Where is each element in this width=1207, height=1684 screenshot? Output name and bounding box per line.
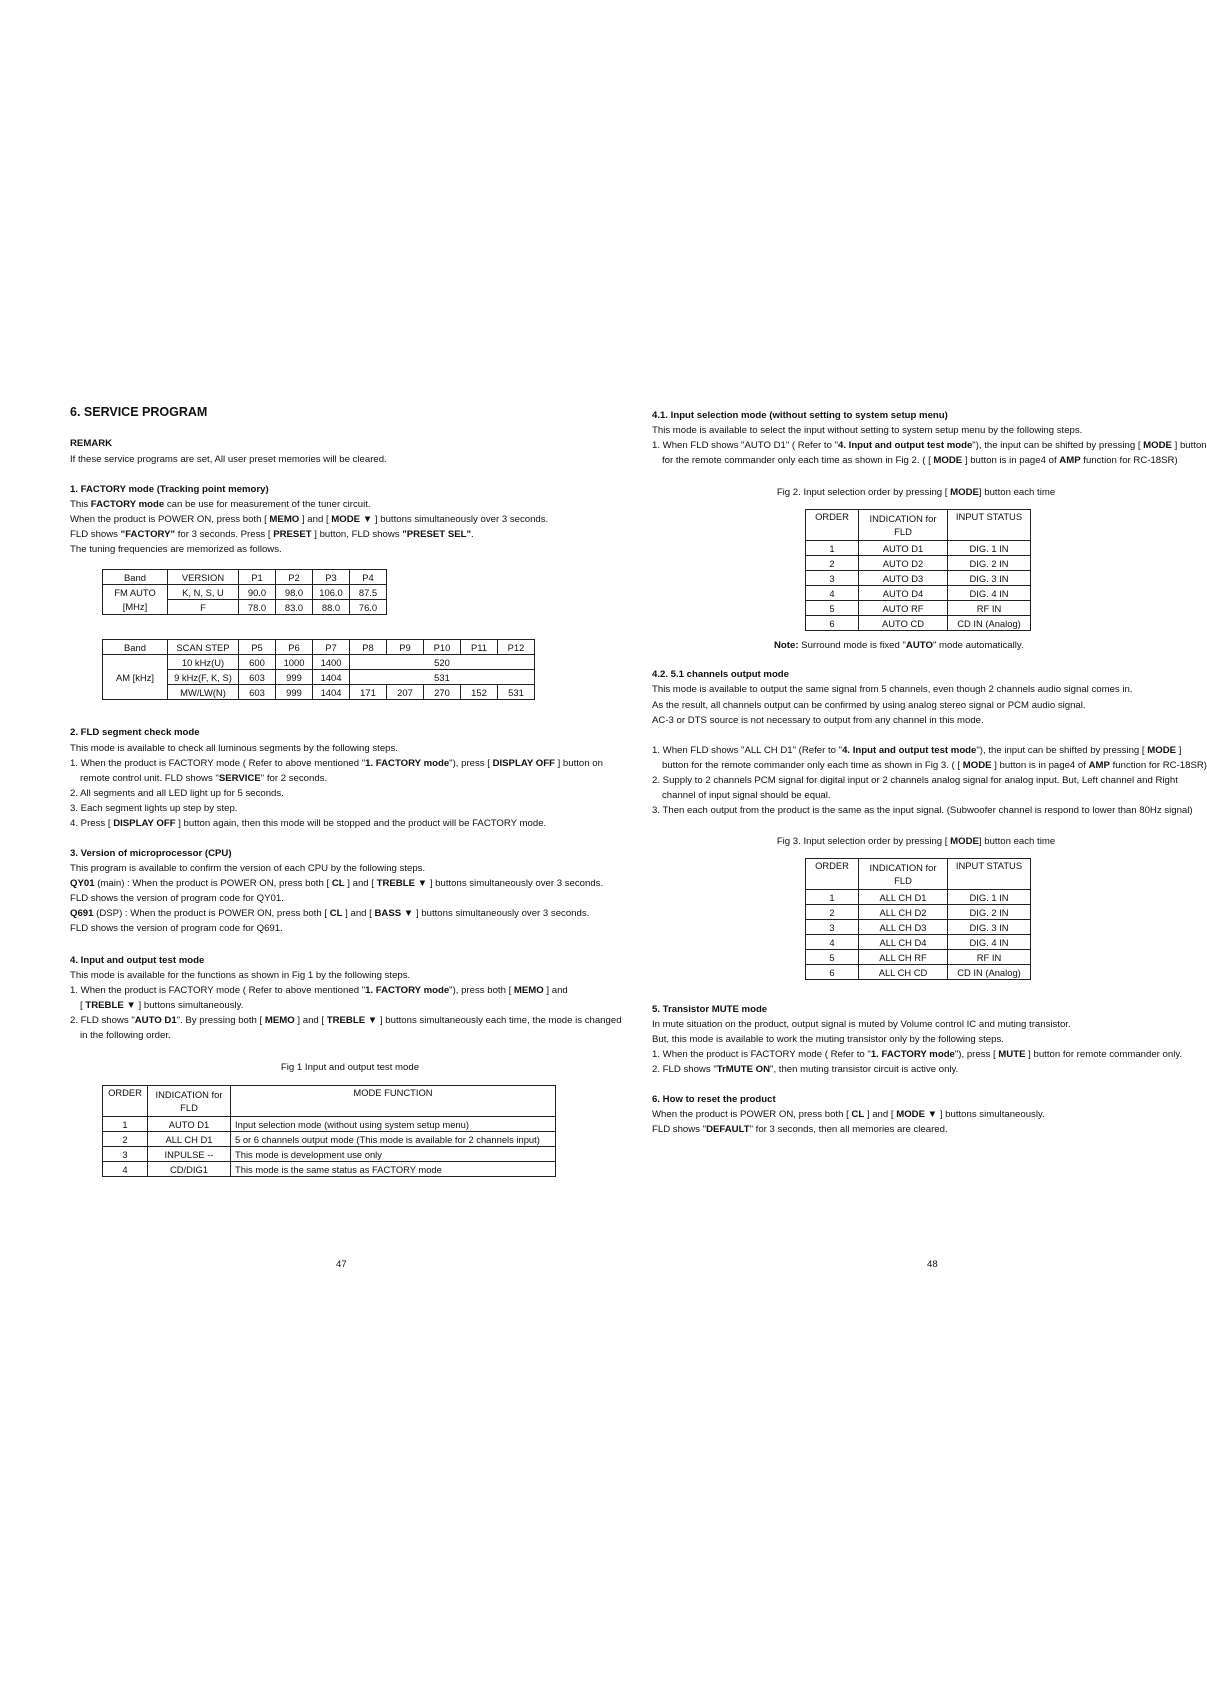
table-cell: DIG. 2 IN: [948, 556, 1031, 571]
table-cell: 520: [350, 655, 535, 670]
fig1-caption: Fig 1 Input and output test mode: [280, 1062, 420, 1073]
s41-line-2: 1. When FLD shows "AUTO D1" ( Refer to "4. Input and output test mode"), the input can be shifted by pressing [ MODE ] button: [652, 440, 1207, 451]
table-cell: 3: [806, 920, 859, 935]
table-cell: DIG. 3 IN: [948, 920, 1031, 935]
table-cell: 603: [239, 670, 276, 685]
table-header: P4: [350, 570, 387, 585]
table-cell: 1404: [313, 670, 350, 685]
s41-line-1: This mode is available to select the input without setting to system setup menu by the following steps.: [652, 425, 1083, 436]
table-row: [806, 601, 1031, 616]
table-cell: 5 or 6 channels output mode (This mode is available for 2 channels input): [231, 1132, 556, 1147]
table-row: [806, 935, 1031, 950]
section-title: 6. SERVICE PROGRAM: [70, 405, 208, 419]
table-cell: 2: [806, 905, 859, 920]
s42-line-6: 2. Supply to 2 channels PCM signal for digital input or 2 channels analog signal for analog input. But, Left channel and Right: [652, 775, 1178, 786]
table-header: P6: [276, 640, 313, 655]
s42-line-2: As the result, all channels output can be confirmed by using analog stereo signal or PCM audio signal.: [652, 700, 1086, 711]
page-number: 47: [336, 1259, 347, 1270]
table-cell: 1000: [276, 655, 313, 670]
table-cell: 603: [239, 685, 276, 700]
factory-line-3: FLD shows "FACTORY" for 3 seconds. Press [ PRESET ] button, FLD shows "PRESET SEL".: [70, 529, 474, 540]
cpu-line-5: FLD shows the version of program code for Q691.: [70, 923, 283, 934]
table-row: [806, 556, 1031, 571]
table-header: P12: [498, 640, 535, 655]
table-header: ORDER: [806, 510, 859, 541]
table-cell: DIG. 4 IN: [948, 586, 1031, 601]
table-cell: 83.0: [276, 600, 313, 615]
table-header: P7: [313, 640, 350, 655]
table-row: [806, 950, 1031, 965]
factory-line-2: When the product is POWER ON, press both [ MEMO ] and [ MODE ▼ ] buttons simultaneously over 3 seconds.: [70, 514, 549, 525]
table-cell: 999: [276, 685, 313, 700]
table-cell: DIG. 4 IN: [948, 935, 1031, 950]
table-cell: 98.0: [276, 585, 313, 600]
s6-line-2: FLD shows "DEFAULT" for 3 seconds, then all memories are cleared.: [652, 1124, 948, 1135]
table-row: [103, 1117, 556, 1132]
fig3-caption: Fig 3. Input selection order by pressing [ MODE] button each time: [776, 836, 1056, 847]
table-header: P3: [313, 570, 350, 585]
cpu-line-1: This program is available to confirm the version of each CPU by the following steps.: [70, 863, 426, 874]
table-cell: ALL CH D2: [859, 905, 948, 920]
table-cell: 78.0: [239, 600, 276, 615]
cpu-line-3: FLD shows the version of program code for QY01.: [70, 893, 284, 904]
table-cell: 4: [806, 586, 859, 601]
table-cell: 4: [103, 1162, 148, 1177]
fld-line-5: 3. Each segment lights up step by step.: [70, 803, 238, 814]
table-cell: AM [kHz]: [103, 655, 168, 700]
fld-line-4: 2. All segments and all LED light up for 5 seconds.: [70, 788, 284, 799]
remark-heading: REMARK: [70, 438, 113, 449]
table-cell: ALL CH D4: [859, 935, 948, 950]
table-cell: 600: [239, 655, 276, 670]
table-cell: CD IN (Analog): [948, 616, 1031, 631]
table-row: [103, 570, 387, 585]
io-line-1: This mode is available for the functions as shown in Fig 1 by the following steps.: [70, 970, 411, 981]
s42-heading: 4.2. 5.1 channels output mode: [652, 669, 790, 680]
s5-line-3: 1. When the product is FACTORY mode ( Refer to "1. FACTORY mode"), press [ MUTE ] button for remote commander only.: [652, 1049, 1183, 1060]
remark-text: If these service programs are set, All user preset memories will be cleared.: [70, 454, 387, 465]
table-header: VERSION: [168, 570, 239, 585]
table-cell: 3: [806, 571, 859, 586]
table-cell: DIG. 1 IN: [948, 890, 1031, 905]
table-cell: 171: [350, 685, 387, 700]
table-header: SCAN STEP: [168, 640, 239, 655]
table-cell: 6: [806, 616, 859, 631]
table-row: [103, 670, 535, 685]
table-header: Band: [103, 640, 168, 655]
table-cell: [MHz]: [103, 600, 168, 615]
cpu-line-4: Q691 (DSP) : When the product is POWER ON, press both [ CL ] and [ BASS ▼ ] buttons simultaneously over 3 seconds.: [70, 908, 590, 919]
table-header: INDICATION for FLD: [859, 510, 948, 541]
table-header: Band: [103, 570, 168, 585]
table-cell: K, N, S, U: [168, 585, 239, 600]
table-row: [806, 965, 1031, 980]
table-cell: 106.0: [313, 585, 350, 600]
table-cell: CD IN (Analog): [948, 965, 1031, 980]
table-cell: AUTO D4: [859, 586, 948, 601]
s42-line-7: channel of input signal should be equal.: [662, 790, 831, 801]
table-cell: ALL CH RF: [859, 950, 948, 965]
table-row: [806, 541, 1031, 556]
table-row: [806, 859, 1031, 890]
table-cell: ALL CH D1: [859, 890, 948, 905]
table-cell: RF IN: [948, 601, 1031, 616]
table-header: P2: [276, 570, 313, 585]
table-cell: AUTO D1: [859, 541, 948, 556]
table-row: [103, 1132, 556, 1147]
table-cell: 152: [461, 685, 498, 700]
table-row: [806, 586, 1031, 601]
table-cell: 76.0: [350, 600, 387, 615]
table-cell: 1: [806, 541, 859, 556]
table-cell: Input selection mode (without using system setup menu): [231, 1117, 556, 1132]
table-cell: 2: [806, 556, 859, 571]
table-cell: 1: [806, 890, 859, 905]
s5-heading: 5. Transistor MUTE mode: [652, 1004, 768, 1015]
table-cell: 5: [806, 950, 859, 965]
s41-heading: 4.1. Input selection mode (without setting to system setup menu): [652, 410, 948, 421]
table-header: P5: [239, 640, 276, 655]
fld-line-6: 4. Press [ DISPLAY OFF ] button again, then this mode will be stopped and the product will be FACTORY mode.: [70, 818, 547, 829]
s6-line-1: When the product is POWER ON, press both [ CL ] and [ MODE ▼ ] buttons simultaneously.: [652, 1109, 1045, 1120]
table-cell: AUTO CD: [859, 616, 948, 631]
input-selection-table: [805, 509, 1031, 631]
table-cell: AUTO D3: [859, 571, 948, 586]
s6-heading: 6. How to reset the product: [652, 1094, 776, 1105]
s42-line-4: 1. When FLD shows "ALL CH D1" (Refer to "4. Input and output test mode"), the input can be shifted by pressing [ MODE ]: [652, 745, 1182, 756]
am-table: [102, 639, 535, 700]
table-header: P11: [461, 640, 498, 655]
io-line-4: 2. FLD shows "AUTO D1". By pressing both [ MEMO ] and [ TREBLE ▼ ] buttons simultaneously each time, the mode is changed: [70, 1015, 622, 1026]
table-row: [806, 905, 1031, 920]
table-cell: AUTO D2: [859, 556, 948, 571]
s5-line-1: In mute situation on the product, output signal is muted by Volume control IC and muting transistor.: [652, 1019, 1071, 1030]
table-cell: 270: [424, 685, 461, 700]
table-cell: 1400: [313, 655, 350, 670]
table-header: INPUT STATUS: [948, 859, 1031, 890]
table-cell: 2: [103, 1132, 148, 1147]
s5-line-4: 2. FLD shows "TrMUTE ON", then muting transistor circuit is active only.: [652, 1064, 959, 1075]
table-cell: F: [168, 600, 239, 615]
table-row: [806, 890, 1031, 905]
table-header: MODE FUNCTION: [231, 1086, 556, 1117]
table-cell: 1404: [313, 685, 350, 700]
factory-heading: 1. FACTORY mode (Tracking point memory): [70, 484, 269, 495]
table-header: ORDER: [806, 859, 859, 890]
table-cell: 5: [806, 601, 859, 616]
fm-table: [102, 569, 387, 615]
table-cell: DIG. 2 IN: [948, 905, 1031, 920]
s42-line-8: 3. Then each output from the product is the same as the input signal. (Subwoofer channel is respond to lower than 80Hz signal): [652, 805, 1193, 816]
table-cell: CD/DIG1: [148, 1162, 231, 1177]
table-row: [806, 571, 1031, 586]
table-row: [103, 585, 387, 600]
table-header: P8: [350, 640, 387, 655]
table-row: [103, 640, 535, 655]
table-cell: 1: [103, 1117, 148, 1132]
io-heading: 4. Input and output test mode: [70, 955, 205, 966]
table-header: INDICATION for FLD: [148, 1086, 231, 1117]
table-row: [103, 1162, 556, 1177]
s41-line-3: for the remote commander only each time as shown in Fig 2. ( [ MODE ] button is in page4 of AMP function for RC-18SR): [662, 455, 1178, 466]
table-cell: 3: [103, 1147, 148, 1162]
fig2-caption: Fig 2. Input selection order by pressing [ MODE] button each time: [776, 487, 1056, 498]
io-table: [102, 1085, 556, 1177]
table-cell: 531: [350, 670, 535, 685]
table-cell: 207: [387, 685, 424, 700]
table-cell: DIG. 1 IN: [948, 541, 1031, 556]
s42-line-5: button for the remote commander only each time as shown in Fig 3. ( [ MODE ] button is in page4 of AMP function for RC-18SR): [662, 760, 1207, 771]
table-row: [103, 685, 535, 700]
table-cell: 87.5: [350, 585, 387, 600]
table-cell: DIG. 3 IN: [948, 571, 1031, 586]
table-cell: 90.0: [239, 585, 276, 600]
table-row: [103, 1086, 556, 1117]
table-cell: FM AUTO: [103, 585, 168, 600]
surround-note: Note: Surround mode is fixed "AUTO" mode automatically.: [774, 640, 1024, 651]
cpu-heading: 3. Version of microprocessor (CPU): [70, 848, 232, 859]
table-cell: ALL CH D3: [859, 920, 948, 935]
table-row: [806, 616, 1031, 631]
table-row: [103, 600, 387, 615]
table-cell: RF IN: [948, 950, 1031, 965]
table-row: [806, 510, 1031, 541]
table-header: P10: [424, 640, 461, 655]
fld-line-3: remote control unit. FLD shows "SERVICE" for 2 seconds.: [80, 773, 328, 784]
page-number: 48: [927, 1259, 938, 1270]
table-cell: 88.0: [313, 600, 350, 615]
factory-line-1: This FACTORY mode can be use for measurement of the tuner circuit.: [70, 499, 371, 510]
s5-line-2: But, this mode is available to work the muting transistor only by the following steps.: [652, 1034, 1004, 1045]
table-cell: 4: [806, 935, 859, 950]
table-cell: ALL CH CD: [859, 965, 948, 980]
table-cell: 9 kHz(F, K, S): [168, 670, 239, 685]
table-header: P1: [239, 570, 276, 585]
io-line-5: in the following order.: [80, 1030, 171, 1041]
table-header: P9: [387, 640, 424, 655]
table-row: [806, 920, 1031, 935]
table-cell: 531: [498, 685, 535, 700]
table-cell: MW/LW(N): [168, 685, 239, 700]
factory-line-4: The tuning frequencies are memorized as follows.: [70, 544, 282, 555]
fld-heading: 2. FLD segment check mode: [70, 727, 200, 738]
io-line-3: [ TREBLE ▼ ] buttons simultaneously.: [80, 1000, 244, 1011]
table-header: INPUT STATUS: [948, 510, 1031, 541]
table-row: [103, 1147, 556, 1162]
table-cell: AUTO RF: [859, 601, 948, 616]
table-cell: 999: [276, 670, 313, 685]
table-cell: AUTO D1: [148, 1117, 231, 1132]
table-row: [103, 655, 535, 670]
s42-line-3: AC-3 or DTS source is not necessary to output from any channel in this mode.: [652, 715, 984, 726]
table-header: ORDER: [103, 1086, 148, 1117]
s42-line-1: This mode is available to output the same signal from 5 channels, even though 2 channels audio signal comes in.: [652, 684, 1133, 695]
channels-output-table: [805, 858, 1031, 980]
fld-line-1: This mode is available to check all luminous segments by the following steps.: [70, 743, 398, 754]
table-cell: INPULSE --: [148, 1147, 231, 1162]
table-cell: ALL CH D1: [148, 1132, 231, 1147]
table-cell: This mode is development use only: [231, 1147, 556, 1162]
table-cell: This mode is the same status as FACTORY mode: [231, 1162, 556, 1177]
io-line-2: 1. When the product is FACTORY mode ( Refer to above mentioned "1. FACTORY mode"), press both [ MEMO ] and: [70, 985, 568, 996]
table-cell: 6: [806, 965, 859, 980]
cpu-line-2: QY01 (main) : When the product is POWER ON, press both [ CL ] and [ TREBLE ▼ ] buttons simultaneously over 3 seconds.: [70, 878, 604, 889]
table-header: INDICATION for FLD: [859, 859, 948, 890]
table-cell: 10 kHz(U): [168, 655, 239, 670]
fld-line-2: 1. When the product is FACTORY mode ( Refer to above mentioned "1. FACTORY mode"), press [ DISPLAY OFF ] button on: [70, 758, 603, 769]
